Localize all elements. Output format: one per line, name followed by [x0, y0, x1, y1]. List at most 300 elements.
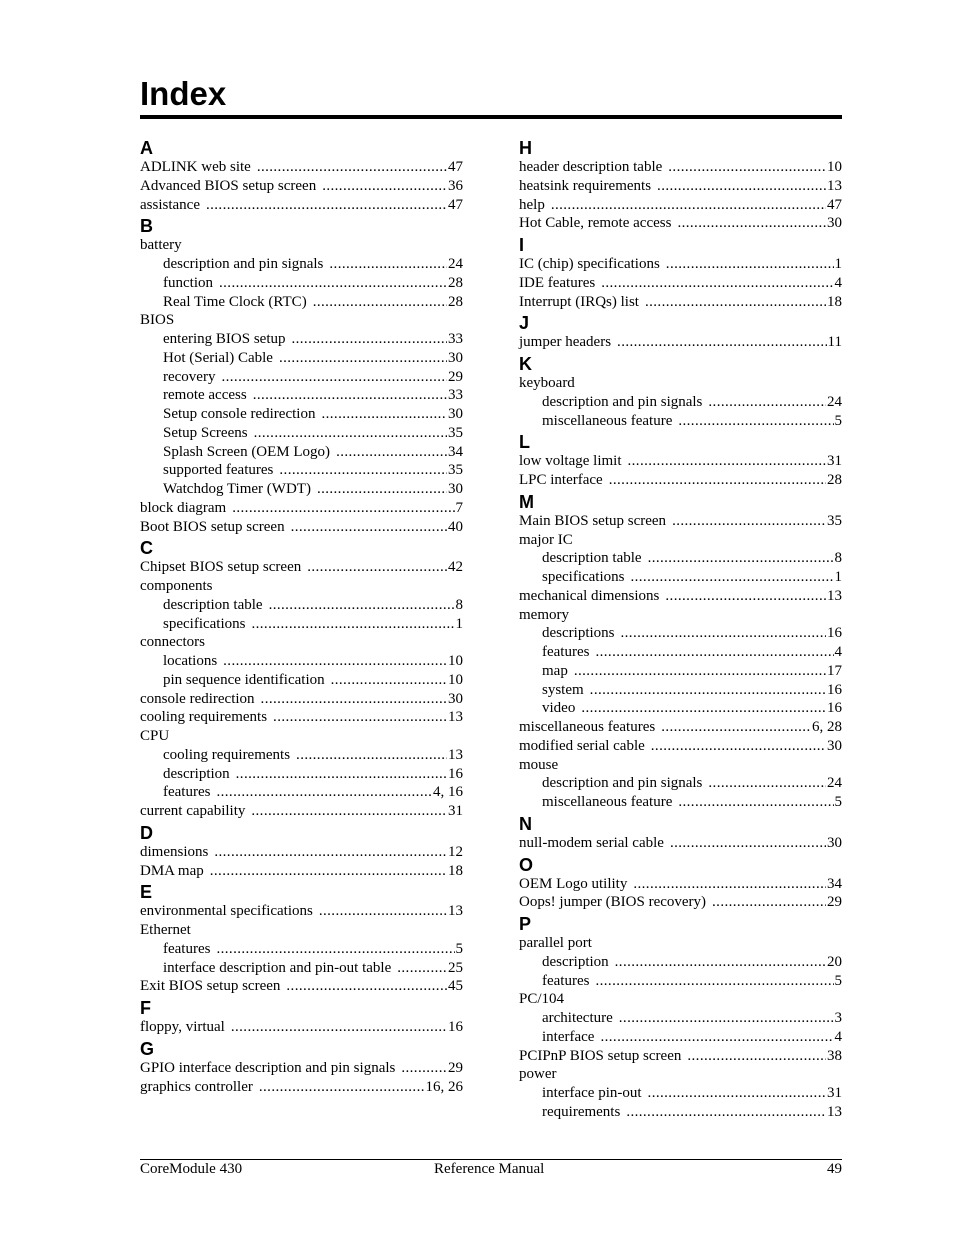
index-entry [140, 311, 463, 330]
entry-page-numbers: 13 [448, 746, 463, 763]
index-entry [140, 518, 463, 537]
dot-leader [251, 615, 454, 634]
entry-page-numbers: 33 [448, 387, 463, 404]
entry-page-numbers: 5 [834, 972, 842, 989]
entry-page-numbers: 33 [448, 331, 463, 347]
dot-leader [708, 393, 826, 412]
index-subentry [519, 568, 842, 587]
entry-label: DMA map [140, 862, 204, 879]
entry-page-numbers: 24 [827, 775, 842, 792]
entry-page-numbers: 8 [834, 550, 842, 567]
entry-page-numbers: 1 [455, 615, 463, 632]
entry-label: Interrupt (IRQs) list [519, 293, 639, 310]
section-letter: A [140, 138, 153, 158]
entry-label: locations [163, 653, 218, 669]
index-entry [519, 990, 842, 1009]
index-entry [140, 577, 463, 596]
entry-label: architecture [542, 1010, 613, 1026]
index-entry [519, 1065, 842, 1084]
index-entry [519, 893, 842, 912]
entry-label: PCIPnP BIOS setup screen [519, 1047, 682, 1064]
dot-leader [621, 624, 827, 643]
dot-leader [331, 671, 447, 690]
entry-label: Splash Screen (OEM Logo) [163, 443, 331, 460]
section-letter: N [519, 813, 532, 834]
dot-leader [687, 1047, 826, 1066]
entry-page-numbers: 16 [448, 1019, 463, 1035]
dot-leader [574, 662, 826, 681]
dot-leader [319, 902, 447, 921]
section-letter: C [140, 538, 153, 559]
dot-leader [257, 158, 447, 177]
entry-label: jumper headers [519, 334, 612, 351]
entry-label: dimensions [140, 843, 209, 860]
entry-label: floppy, virtual [140, 1019, 225, 1035]
entry-label: CPU [140, 728, 170, 744]
dot-leader [677, 214, 826, 233]
index-subentry [140, 765, 463, 784]
entry-label: features [163, 940, 211, 957]
entry-label: current capability [140, 803, 246, 819]
index-entry [519, 756, 842, 775]
index-entry [140, 690, 463, 709]
entry-label: cooling requirements [163, 746, 291, 763]
dot-leader [628, 452, 827, 471]
index-subentry [140, 671, 463, 690]
entry-page-numbers: 4, 16 [433, 784, 463, 801]
entry-label: miscellaneous features [519, 719, 656, 735]
dot-leader [648, 1084, 826, 1103]
entry-page-numbers: 5 [834, 412, 842, 429]
entry-label: block diagram [140, 499, 227, 516]
entry-page-numbers: 35 [448, 462, 463, 479]
index-subentry [140, 424, 463, 443]
entry-label: low voltage limit [519, 453, 622, 470]
index-subentry [140, 386, 463, 405]
index-subentry [519, 972, 842, 991]
dot-leader [595, 972, 833, 991]
index-subentry [140, 746, 463, 765]
index-entry [140, 843, 463, 862]
entry-page-numbers: 5 [834, 794, 842, 810]
dot-leader [645, 293, 826, 312]
index-entry [519, 374, 842, 393]
index-entry [519, 718, 842, 737]
index-subentry [519, 643, 842, 662]
entry-label: Hot (Serial) Cable [163, 349, 273, 366]
dot-leader [329, 255, 447, 274]
index-subentry [140, 461, 463, 480]
dot-leader [231, 1018, 447, 1037]
index-subentry [519, 953, 842, 972]
section-letter: D [140, 822, 153, 843]
entry-label: null-modem serial cable [519, 834, 664, 851]
entry-label: description table [163, 596, 263, 613]
dot-leader [210, 862, 447, 881]
entry-label: help [519, 196, 545, 213]
dot-leader [313, 293, 447, 312]
dot-leader [232, 499, 454, 518]
dot-leader [661, 718, 811, 737]
entry-page-numbers: 31 [827, 453, 842, 470]
entry-label: description table [542, 550, 642, 567]
dot-leader [665, 587, 826, 606]
dot-leader [307, 558, 447, 577]
entry-page-numbers: 24 [827, 393, 842, 410]
entry-label: specifications [163, 615, 246, 632]
index-entry [140, 236, 463, 255]
index-subentry [140, 368, 463, 387]
entry-label: graphics controller [140, 1078, 253, 1095]
entry-label: Setup Screens [163, 424, 248, 441]
section-letter: J [519, 313, 530, 334]
index-entry [519, 158, 842, 177]
index-column-left [140, 136, 463, 1096]
entry-page-numbers: 13 [827, 177, 842, 194]
entry-page-numbers: 25 [448, 959, 463, 976]
index-subentry [519, 1084, 842, 1103]
entry-label: Chipset BIOS setup screen [140, 559, 302, 576]
entry-page-numbers: 24 [448, 256, 463, 272]
section-letter: B [140, 216, 153, 237]
dot-leader [254, 424, 447, 443]
entry-page-numbers: 4 [834, 274, 842, 291]
index-subentry [140, 480, 463, 499]
dot-leader [261, 690, 447, 709]
entry-label: major IC [519, 531, 573, 548]
dot-leader [221, 368, 447, 387]
index-subentry [140, 349, 463, 368]
dot-leader [214, 843, 447, 862]
entry-label: Advanced BIOS setup screen [140, 177, 317, 194]
entry-page-numbers: 20 [827, 953, 842, 970]
entry-label: features [542, 644, 590, 660]
entry-page-numbers: 45 [448, 978, 463, 995]
entry-label: Oops! jumper (BIOS recovery) [519, 894, 707, 911]
index-entry [519, 587, 842, 606]
index-subentry [140, 596, 463, 615]
dot-leader [223, 652, 447, 671]
dot-leader [317, 480, 447, 499]
entry-label: description [542, 953, 609, 970]
footer-product: CoreModule 430 [140, 1161, 243, 1177]
entry-page-numbers: 10 [448, 671, 463, 688]
index-entry [519, 606, 842, 625]
index-entry [519, 471, 842, 490]
entry-label: function [163, 274, 213, 291]
entry-page-numbers: 29 [448, 368, 463, 385]
entry-page-numbers: 5 [455, 940, 463, 957]
entry-page-numbers: 18 [827, 293, 842, 310]
entry-page-numbers: 1 [834, 256, 842, 272]
entry-label: Boot BIOS setup screen [140, 518, 285, 535]
entry-label: pin sequence identification [163, 671, 325, 688]
entry-label: specifications [542, 569, 625, 585]
entry-label: power [519, 1066, 557, 1083]
entry-page-numbers: 1 [834, 569, 842, 585]
entry-label: assistance [140, 196, 200, 213]
entry-page-numbers: 38 [827, 1047, 842, 1064]
index-entry [519, 934, 842, 953]
entry-page-numbers: 16 [827, 700, 842, 717]
index-entry [519, 875, 842, 894]
dot-leader [657, 177, 826, 196]
entry-page-numbers: 10 [448, 653, 463, 669]
section-letter: L [519, 432, 530, 453]
dot-leader [336, 443, 447, 462]
dot-leader [551, 196, 826, 215]
entry-page-numbers: 29 [448, 1059, 463, 1076]
dot-leader [251, 802, 447, 821]
entry-page-numbers: 29 [827, 894, 842, 911]
dot-leader [259, 1078, 425, 1097]
entry-page-numbers: 47 [448, 159, 463, 175]
dot-leader [216, 940, 454, 959]
dot-leader [678, 412, 833, 431]
index-entry [140, 633, 463, 652]
dot-leader [219, 274, 447, 293]
entry-label: description and pin signals [542, 393, 703, 410]
entry-page-numbers: 11 [827, 334, 842, 351]
entry-label: description and pin signals [163, 256, 324, 272]
entry-page-numbers: 30 [448, 349, 463, 366]
entry-label: mechanical dimensions [519, 587, 660, 604]
entry-label: parallel port [519, 935, 592, 951]
entry-label: Hot Cable, remote access [519, 215, 672, 232]
entry-label: descriptions [542, 625, 615, 642]
entry-label: Ethernet [140, 922, 191, 938]
entry-label: requirements [542, 1103, 621, 1120]
entry-page-numbers: 30 [827, 737, 842, 754]
dot-leader [397, 959, 447, 978]
index-subentry [519, 774, 842, 793]
dot-leader [279, 349, 447, 368]
dot-leader [216, 783, 432, 802]
dot-leader [619, 1009, 834, 1028]
index-entry [140, 177, 463, 196]
dot-leader [286, 977, 447, 996]
entry-label: environmental specifications [140, 903, 313, 920]
section-letter: P [519, 914, 532, 934]
entry-label: recovery [163, 368, 216, 385]
entry-label: components [140, 578, 213, 594]
dot-leader [236, 765, 447, 784]
index-entry [519, 531, 842, 550]
dot-leader [609, 471, 826, 490]
entry-page-numbers: 31 [827, 1085, 842, 1101]
entry-label: interface pin-out [542, 1085, 642, 1101]
entry-page-numbers: 3 [834, 1010, 842, 1026]
dot-leader [581, 699, 826, 718]
entry-page-numbers: 4 [834, 1028, 842, 1045]
entry-label: console redirection [140, 690, 255, 707]
section-letter: O [519, 854, 534, 875]
footer-manual-title: Reference Manual [434, 1161, 545, 1177]
section-letter: M [519, 491, 534, 512]
dot-leader [253, 386, 447, 405]
index-subentry [519, 681, 842, 700]
section-letter: F [140, 998, 151, 1018]
entry-page-numbers: 35 [827, 512, 842, 529]
index-subentry [519, 412, 842, 431]
index-subentry [140, 255, 463, 274]
index-entry [140, 727, 463, 746]
dot-leader [269, 596, 455, 615]
dot-leader [291, 330, 447, 349]
index-entry [519, 737, 842, 756]
entry-page-numbers: 28 [827, 472, 842, 488]
index-subentry [140, 405, 463, 424]
section-letter: E [140, 882, 153, 903]
entry-label: IDE features [519, 274, 596, 291]
entry-page-numbers: 30 [448, 406, 463, 422]
entry-page-numbers: 30 [448, 481, 463, 497]
entry-label: supported features [163, 462, 274, 479]
entry-page-numbers: 28 [448, 293, 463, 310]
page-title: Index [140, 75, 227, 112]
entry-page-numbers: 30 [827, 215, 842, 232]
entry-page-numbers: 47 [827, 196, 842, 213]
index-entry [140, 802, 463, 821]
entry-page-numbers: 47 [448, 196, 463, 213]
index-entry [519, 274, 842, 293]
index-entry [140, 708, 463, 727]
index-entry [519, 293, 842, 312]
entry-label: Setup console redirection [163, 406, 316, 422]
entry-label: PC/104 [519, 991, 565, 1008]
dot-leader [648, 549, 834, 568]
index-subentry [140, 293, 463, 312]
dot-leader [321, 405, 447, 424]
entry-page-numbers: 31 [448, 803, 463, 819]
entry-label: cooling requirements [140, 709, 268, 726]
dot-leader [672, 512, 826, 531]
index-subentry [140, 274, 463, 293]
index-subentry [140, 783, 463, 802]
entry-page-numbers: 13 [448, 709, 463, 726]
index-entry [519, 333, 842, 352]
entry-label: header description table [519, 159, 663, 175]
section-letter: H [519, 138, 532, 158]
dot-leader [678, 793, 833, 812]
entry-label: mouse [519, 756, 559, 773]
index-subentry [519, 1009, 842, 1028]
entry-label: map [542, 662, 568, 679]
dot-leader [273, 708, 447, 727]
entry-label: LPC interface [519, 472, 603, 488]
entry-label: miscellaneous feature [542, 794, 673, 810]
index-subentry [140, 615, 463, 634]
index-entry [140, 196, 463, 215]
dot-leader [633, 875, 826, 894]
entry-label: features [163, 784, 211, 801]
entry-label: keyboard [519, 375, 575, 391]
index-entry [140, 158, 463, 177]
index-entry [140, 977, 463, 996]
entry-label: Watchdog Timer (WDT) [163, 481, 311, 497]
entry-page-numbers: 13 [827, 1103, 842, 1120]
index-subentry [519, 1103, 842, 1122]
index-subentry [519, 624, 842, 643]
section-letter: G [140, 1038, 155, 1059]
entry-page-numbers: 40 [448, 518, 463, 535]
index-subentry [140, 959, 463, 978]
entry-label: miscellaneous feature [542, 412, 673, 429]
index-subentry [140, 940, 463, 959]
entry-page-numbers: 4 [834, 644, 842, 660]
dot-leader [296, 746, 447, 765]
dot-leader [617, 333, 827, 352]
entry-page-numbers: 35 [448, 424, 463, 441]
index-entry [140, 1018, 463, 1037]
entry-label: connectors [140, 634, 205, 651]
dot-leader [712, 893, 826, 912]
entry-label: system [542, 681, 584, 698]
index-subentry [140, 330, 463, 349]
entry-page-numbers: 30 [827, 834, 842, 851]
dot-leader [630, 568, 833, 587]
entry-label: interface [542, 1028, 595, 1045]
index-subentry [519, 549, 842, 568]
entry-page-numbers: 34 [448, 443, 463, 460]
entry-page-numbers: 6, 28 [812, 719, 842, 735]
entry-page-numbers: 16 [448, 765, 463, 782]
section-letter: K [519, 354, 532, 374]
title-underline [140, 115, 842, 119]
index-entry [140, 1059, 463, 1078]
entry-label: memory [519, 606, 569, 623]
dot-leader [666, 255, 834, 274]
entry-label: features [542, 972, 590, 989]
index-entry [140, 1078, 463, 1097]
entry-label: description [163, 765, 230, 782]
entry-label: modified serial cable [519, 737, 645, 754]
index-subentry [519, 699, 842, 718]
entry-page-numbers: 7 [455, 499, 463, 516]
index-entry [519, 1047, 842, 1066]
entry-page-numbers: 28 [448, 274, 463, 291]
index-entry [519, 196, 842, 215]
index-subentry [519, 662, 842, 681]
entry-label: remote access [163, 387, 247, 404]
entry-label: video [542, 700, 576, 717]
index-entry [519, 512, 842, 531]
index-entry [140, 921, 463, 940]
footer-page-number: 49 [827, 1161, 842, 1177]
dot-leader [708, 774, 826, 793]
index-entry [519, 214, 842, 233]
section-letter: I [519, 235, 525, 255]
index-column-right [519, 136, 842, 1122]
dot-leader [206, 196, 447, 215]
entry-page-numbers: 16, 26 [425, 1078, 463, 1095]
entry-label: description and pin signals [542, 775, 703, 792]
dot-leader [600, 1028, 833, 1047]
dot-leader [291, 518, 447, 537]
dot-leader [668, 158, 826, 177]
entry-label: BIOS [140, 312, 175, 329]
dot-leader [651, 737, 826, 756]
index-subentry [519, 393, 842, 412]
index-entry [519, 834, 842, 853]
dot-leader [322, 177, 447, 196]
dot-leader [601, 274, 833, 293]
entry-page-numbers: 34 [827, 875, 842, 892]
entry-page-numbers: 17 [827, 662, 842, 679]
entry-label: ADLINK web site [140, 159, 251, 175]
index-subentry [519, 1028, 842, 1047]
entry-page-numbers: 16 [827, 681, 842, 698]
